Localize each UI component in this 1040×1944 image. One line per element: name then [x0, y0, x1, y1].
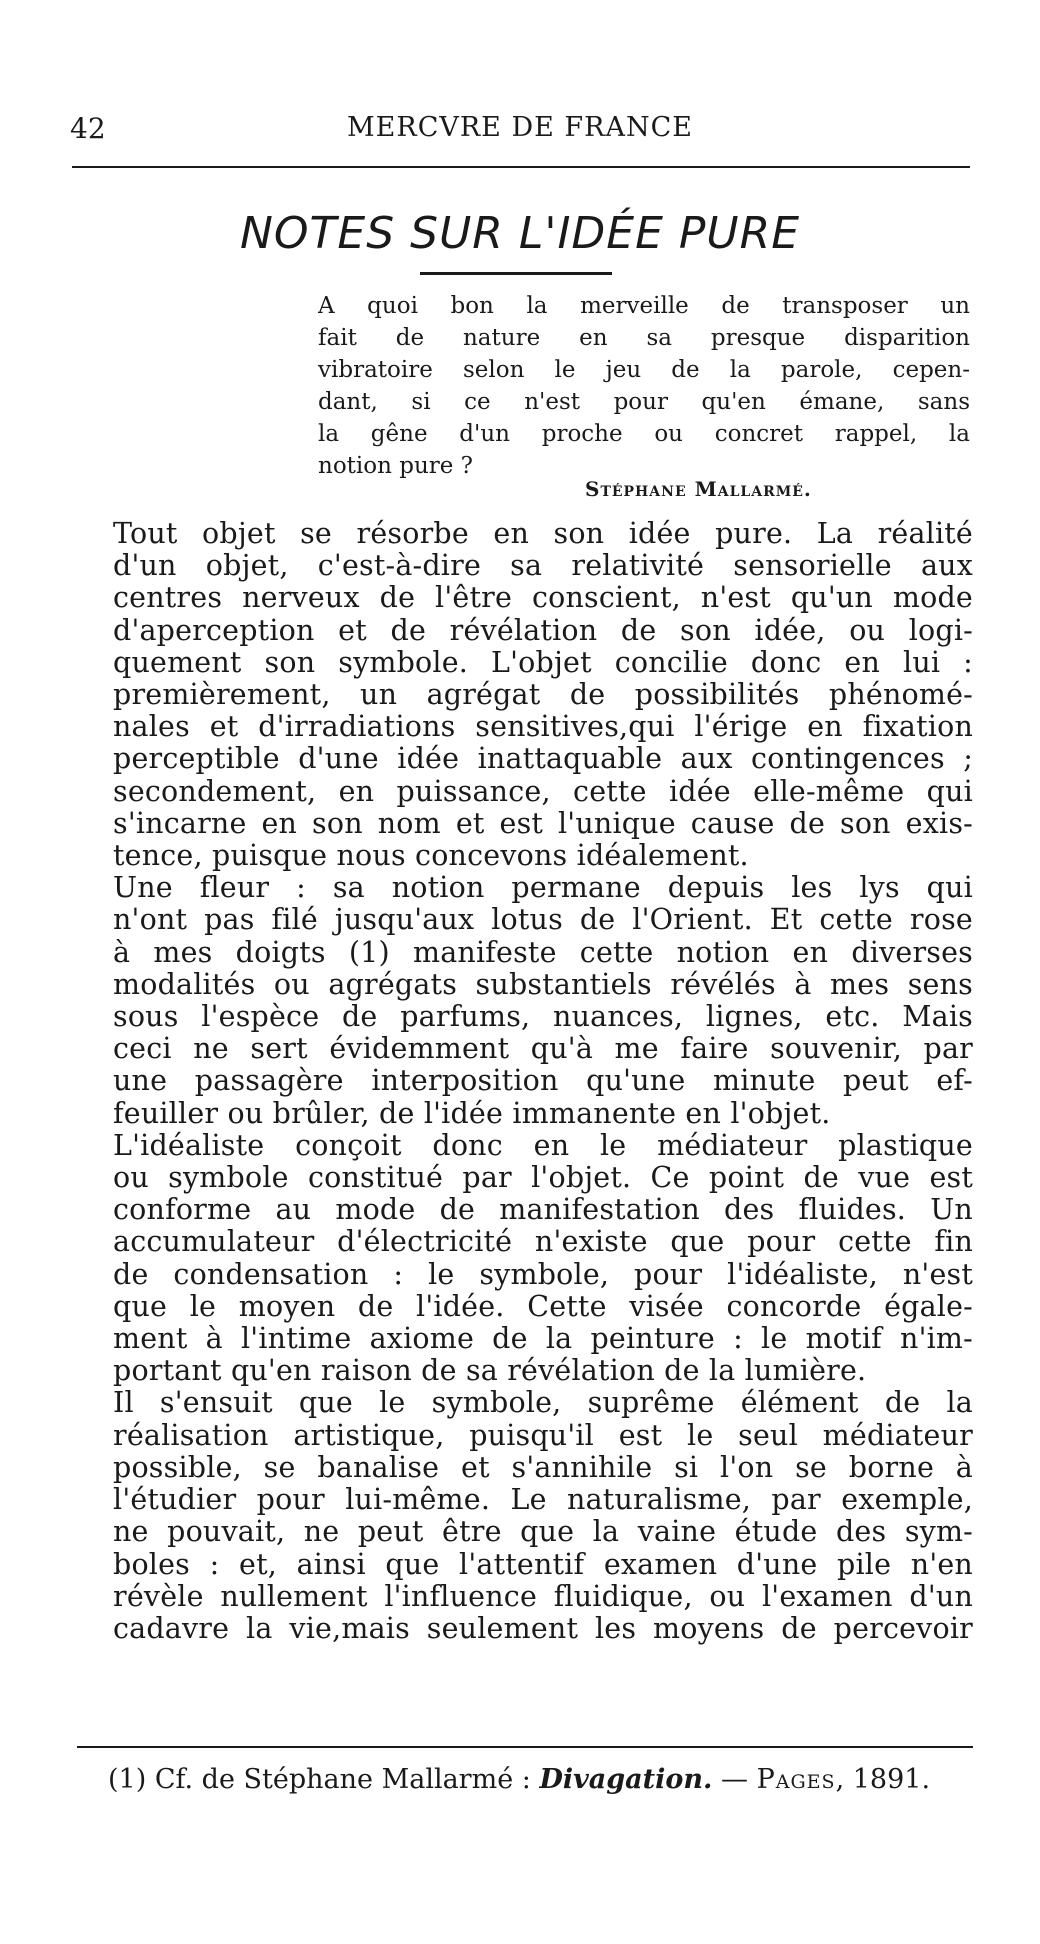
epigraph-line: notion pure ? [318, 453, 474, 479]
text-line: de condensation : le symbole, pour l'idéaliste, n'est [113, 1257, 973, 1291]
text-line: conforme au mode de manifestation des fluides. Un [113, 1193, 973, 1227]
paragraph [77, 518, 973, 872]
text-line: d'aperception et de révélation de son idée, ou logi- [113, 613, 973, 647]
text-line: quement son symbole. L'objet concilie donc en lui : [113, 645, 973, 679]
paragraph [77, 872, 973, 1130]
footnote-publisher: Pages [756, 1764, 836, 1795]
text-line: cadavre la vie,mais seulement les moyens de percevoir [113, 1611, 973, 1645]
text-line: centres nerveux de l'être conscient, n'est qu'un mode [113, 581, 973, 615]
paragraph [77, 1130, 973, 1388]
text-line: ne pouvait, ne peut être que la vaine étude des sym- [113, 1515, 973, 1549]
text-line: à mes doigts (1) manifeste cette notion en diverses [113, 935, 973, 969]
text-line: Une fleur : sa notion permane depuis les lys qui [113, 871, 973, 905]
footnote [108, 1764, 988, 1795]
text-line: premièrement, un agrégat de possibilités phénomé- [113, 678, 973, 712]
text-line: nales et d'irradiations sensitives,qui l'érige en fixation [113, 710, 973, 744]
epigraph-line: A quoi bon la merveille de transposer un [318, 293, 970, 319]
text-line: l'étudier pour lui-même. Le naturalisme, par exemple, [113, 1483, 973, 1517]
text-line: L'idéaliste conçoit donc en le médiateur plastique [113, 1128, 973, 1162]
text-line: tence, puisque nous concevons idéalement. [113, 839, 749, 873]
footnote-text: (1) Cf. de Stéphane Mallarmé : [108, 1764, 540, 1795]
text-line: Il s'ensuit que le symbole, suprême élément de la [113, 1386, 973, 1420]
text-line: une passagère interposition qu'une minute peut ef- [113, 1064, 973, 1098]
text-line: d'un objet, c'est-à-dire sa relativité sensorielle aux [113, 549, 973, 583]
text-line: ment à l'intime axiome de la peinture : le motif n'im- [113, 1322, 973, 1356]
epigraph-line: la gêne d'un proche ou concret rappel, la [318, 421, 970, 447]
footnote-work: Divagation. [539, 1764, 713, 1795]
text-line: portant qu'en raison de sa révélation de la lumière. [113, 1354, 867, 1388]
text-line: que le moyen de l'idée. Cette visée concorde égale- [113, 1289, 973, 1323]
text-line: Tout objet se résorbe en son idée pure. La réalité [113, 517, 973, 550]
epigraph [318, 290, 970, 482]
text-line: secondement, en puissance, cette idée elle-même qui [113, 774, 973, 808]
article-title: NOTES SUR L'IDÉE PURE [240, 208, 800, 259]
text-line: n'ont pas filé jusqu'aux lotus de l'Orient. Et cette rose [113, 903, 973, 937]
footnote-rule [77, 1746, 973, 1748]
text-line: possible, se banalise et s'annihile si l'on se borne à [113, 1450, 973, 1484]
article-body [77, 518, 973, 1645]
page-number: 42 [70, 112, 106, 145]
page-header [70, 112, 970, 152]
text-line: ceci ne sert évidemment qu'à me faire souvenir, par [113, 1032, 973, 1066]
text-line: perceptible d'une idée inattaquable aux contingences ; [113, 742, 973, 776]
text-line: ou symbole constitué par l'objet. Ce point de vue est [113, 1161, 973, 1195]
header-rule [72, 166, 970, 168]
epigraph-author: Stéphane Mallarmé. [585, 477, 812, 501]
epigraph-line: dant, si ce n'est pour qu'en émane, sans [318, 389, 970, 415]
footnote-dash: — [712, 1764, 757, 1795]
running-head: MERCVRE DE FRANCE [347, 112, 693, 143]
text-line: modalités ou agrégats substantiels révélés à mes sens [113, 967, 973, 1001]
footnote-year: , 1891. [835, 1764, 931, 1795]
epigraph-line: vibratoire selon le jeu de la parole, cepen- [318, 357, 970, 383]
text-line: réalisation artistique, puisqu'il est le seul médiateur [113, 1418, 973, 1452]
paragraph [77, 1387, 973, 1645]
text-line: feuiller ou brûler, de l'idée immanente en l'objet. [113, 1096, 831, 1130]
text-line: boles : et, ainsi que l'attentif examen d'une pile n'en [113, 1547, 973, 1581]
epigraph-line: fait de nature en sa presque disparition [318, 325, 970, 351]
text-line: s'incarne en son nom et est l'unique cause de son exis- [113, 806, 973, 840]
text-line: accumulateur d'électricité n'existe que pour cette fin [113, 1225, 973, 1259]
title-rule [420, 272, 612, 275]
text-line: révèle nullement l'influence fluidique, ou l'examen d'un [113, 1579, 973, 1613]
text-line: sous l'espèce de parfums, nuances, lignes, etc. Mais [113, 1000, 973, 1034]
